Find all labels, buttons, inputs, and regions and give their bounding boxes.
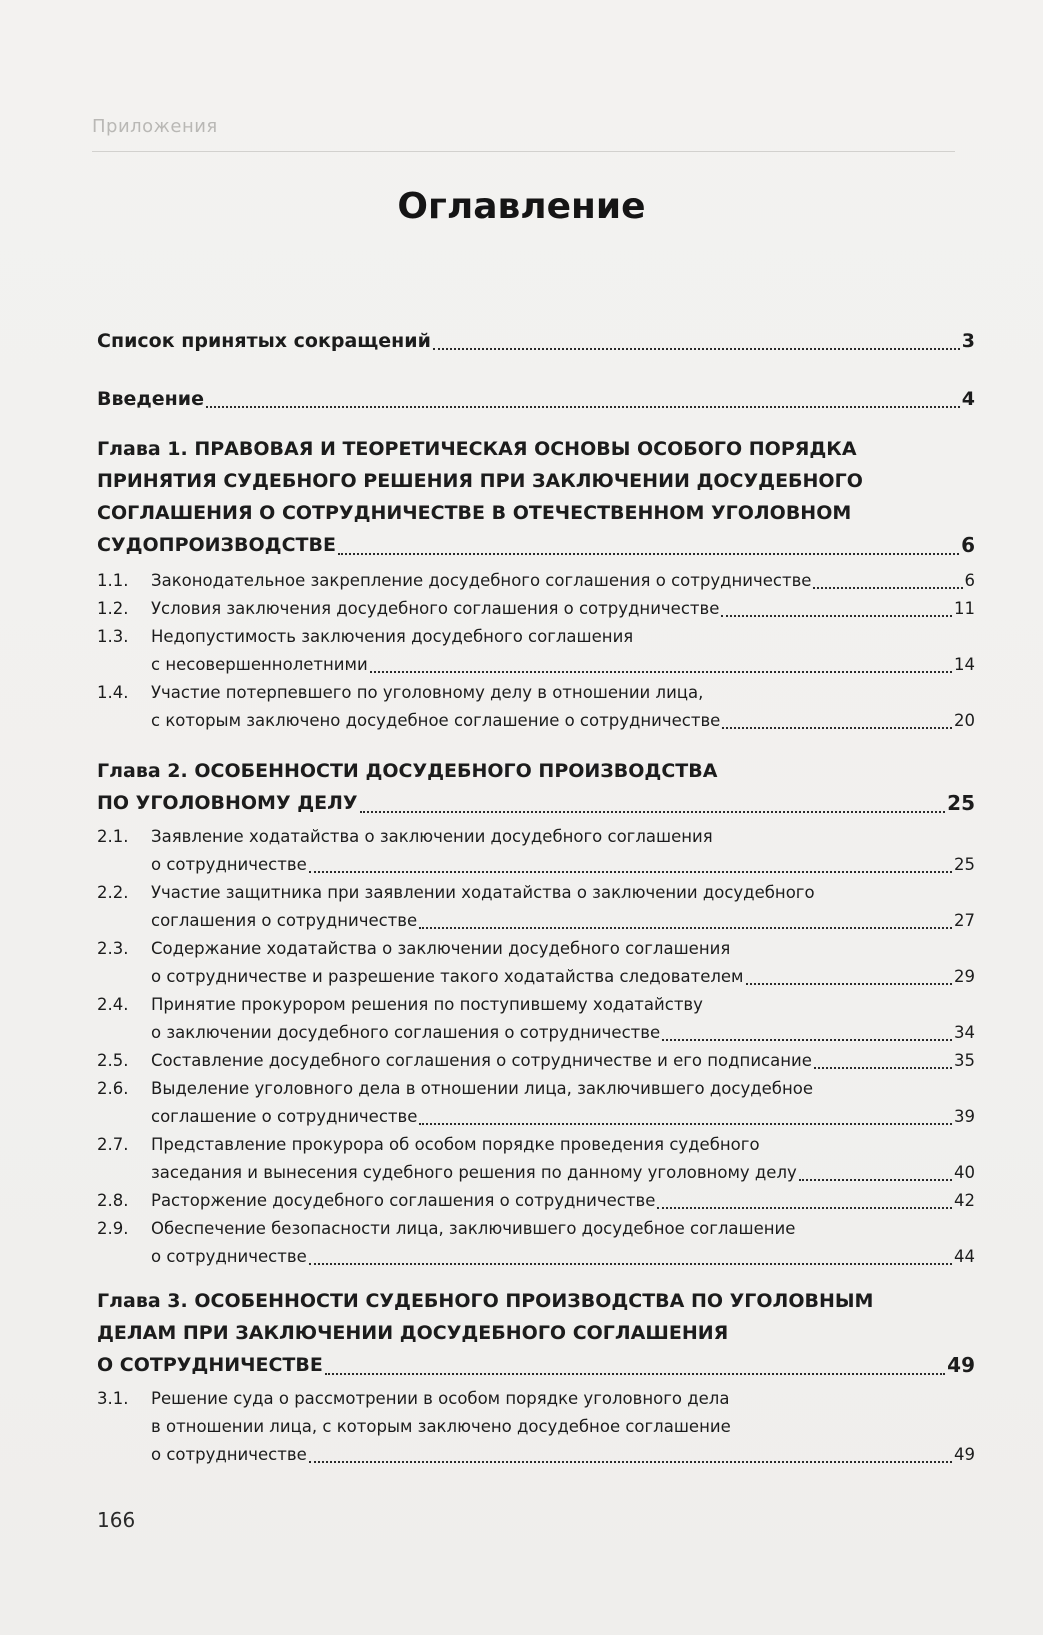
toc-section-1-4[interactable]	[97, 679, 975, 735]
section-title-line: Представление прокурора об особом порядке проведения судебного	[151, 1135, 760, 1154]
page-title: Оглавление	[397, 186, 646, 227]
chapter-heading-line: Глава 1. ПРАВОВАЯ И ТЕОРЕТИЧЕСКАЯ ОСНОВЫ ОСОБОГО ПОРЯДКА	[97, 438, 857, 460]
section-title-line: Решение суда о рассмотрении в особом порядке уголовного дела	[151, 1389, 730, 1408]
section-title-line: Обеспечение безопасности лица, заключившего досудебное соглашение	[151, 1219, 796, 1238]
dot-leader	[309, 1461, 952, 1463]
section-number: 2.5.	[97, 1051, 129, 1070]
section-number: 2.6.	[97, 1079, 129, 1098]
table-of-contents	[97, 326, 975, 1469]
section-number: 2.3.	[97, 939, 129, 958]
toc-page-number: 25	[954, 855, 975, 874]
dot-leader	[814, 1067, 952, 1069]
dot-leader	[370, 671, 952, 673]
toc-section-1-3[interactable]	[97, 623, 975, 679]
toc-page-number: 49	[947, 1353, 975, 1377]
section-title: Условия заключения досудебного соглашения о сотрудничестве	[151, 599, 720, 618]
toc-chapter-3[interactable]	[97, 1285, 975, 1381]
toc-page-number: 25	[947, 791, 975, 815]
toc-section-2-9[interactable]	[97, 1215, 975, 1271]
section-title: заседания и вынесения судебного решения по данному уголовному делу	[151, 1163, 797, 1182]
section-title-line: Участие потерпевшего по уголовному делу в отношении лица,	[151, 683, 704, 702]
section-title-line: Содержание ходатайства о заключении досудебного соглашения	[151, 939, 731, 958]
section-number: 2.2.	[97, 883, 129, 902]
dot-leader	[338, 553, 959, 555]
dot-leader	[419, 1123, 952, 1125]
dot-leader	[360, 811, 946, 813]
section-number: 3.1.	[97, 1389, 129, 1408]
dot-leader	[813, 587, 962, 589]
chapter-heading-line: ДЕЛАМ ПРИ ЗАКЛЮЧЕНИИ ДОСУДЕБНОГО СОГЛАШЕНИЯ	[97, 1322, 729, 1344]
section-number: 2.9.	[97, 1219, 129, 1238]
toc-page-number: 27	[954, 911, 975, 930]
toc-section-2-3[interactable]	[97, 935, 975, 991]
section-title: с которым заключено досудебное соглашение о сотрудничестве	[151, 711, 721, 730]
toc-section-1-2[interactable]	[97, 595, 975, 623]
section-title-line: Выделение уголовного дела в отношении лица, заключившего досудебное	[151, 1079, 813, 1098]
dot-leader	[657, 1207, 952, 1209]
chapter-heading-line: СОГЛАШЕНИЯ О СОТРУДНИЧЕСТВЕ В ОТЕЧЕСТВЕННОМ УГОЛОВНОМ	[97, 502, 852, 524]
section-title-line: Заявление ходатайства о заключении досудебного соглашения	[151, 827, 713, 846]
dot-leader	[746, 983, 953, 985]
section-number: 2.4.	[97, 995, 129, 1014]
section-number: 2.7.	[97, 1135, 129, 1154]
section-number: 2.8.	[97, 1191, 129, 1210]
chapter-2-sections	[97, 823, 975, 1271]
chapter-heading-line: ПО УГОЛОВНОМУ ДЕЛУ	[97, 792, 358, 814]
chapter-heading-line: СУДОПРОИЗВОДСТВЕ	[97, 534, 336, 556]
toc-section-2-6[interactable]	[97, 1075, 975, 1131]
section-title-line: в отношении лица, с которым заключено досудебное соглашение	[151, 1417, 731, 1436]
dot-leader	[309, 1263, 952, 1265]
dot-leader	[721, 615, 952, 617]
section-title: Законодательное закрепление досудебного соглашения о сотрудничестве	[151, 571, 812, 590]
toc-section-2-4[interactable]	[97, 991, 975, 1047]
page-number: 166	[97, 1508, 136, 1532]
dot-leader	[662, 1039, 952, 1041]
chapter-3-sections	[97, 1385, 975, 1469]
dot-leader	[325, 1373, 945, 1375]
section-title: о сотрудничестве	[151, 1247, 307, 1266]
section-number: 1.3.	[97, 627, 129, 646]
toc-section-2-2[interactable]	[97, 879, 975, 935]
section-title: соглашения о сотрудничестве	[151, 911, 418, 930]
section-title: Расторжение досудебного соглашения о сотрудничестве	[151, 1191, 656, 1210]
section-title: о сотрудничестве	[151, 1445, 307, 1464]
chapter-heading-line: Глава 2. ОСОБЕННОСТИ ДОСУДЕБНОГО ПРОИЗВОДСТВА	[97, 760, 718, 782]
toc-section-2-1[interactable]	[97, 823, 975, 879]
toc-section-2-7[interactable]	[97, 1131, 975, 1187]
section-number: 1.1.	[97, 571, 129, 590]
toc-page-number: 6	[964, 571, 975, 590]
toc-page-number: 20	[954, 711, 975, 730]
toc-chapter-2[interactable]	[97, 755, 975, 819]
toc-page-number: 14	[954, 655, 975, 674]
section-title: соглашение о сотрудничестве	[151, 1107, 418, 1126]
running-head: Приложения	[92, 116, 218, 137]
toc-page-number: 49	[954, 1445, 975, 1464]
toc-page-number: 29	[954, 967, 975, 986]
dot-leader	[419, 927, 952, 929]
section-title-line: Принятие прокурором решения по поступившему ходатайству	[151, 995, 703, 1014]
toc-entry-text: Список принятых сокращений	[97, 330, 431, 352]
dot-leader	[309, 871, 952, 873]
section-title: о сотрудничестве	[151, 855, 307, 874]
toc-page-number: 3	[961, 330, 975, 352]
chapter-1-sections	[97, 567, 975, 735]
section-title: Составление досудебного соглашения о сотрудничестве и его подписание	[151, 1051, 812, 1070]
toc-section-3-1[interactable]	[97, 1385, 975, 1469]
section-title-line: Участие защитника при заявлении ходатайства о заключении досудебного	[151, 883, 815, 902]
section-number: 1.2.	[97, 599, 129, 618]
toc-page-number: 44	[954, 1247, 975, 1266]
section-title-line: Недопустимость заключения досудебного соглашения	[151, 627, 634, 646]
chapter-heading-line: ПРИНЯТИЯ СУДЕБНОГО РЕШЕНИЯ ПРИ ЗАКЛЮЧЕНИИ ДОСУДЕБНОГО	[97, 470, 863, 492]
toc-page-number: 39	[954, 1107, 975, 1126]
toc-page-number: 11	[954, 599, 975, 618]
toc-page-number: 34	[954, 1023, 975, 1042]
section-title: о заключении досудебного соглашения о сотрудничестве	[151, 1023, 661, 1042]
dot-leader	[722, 727, 952, 729]
dot-leader	[206, 406, 960, 408]
dot-leader	[433, 348, 960, 350]
toc-entry-introduction[interactable]	[97, 384, 975, 414]
toc-entry-abbreviations[interactable]	[97, 326, 975, 356]
toc-page-number: 6	[961, 533, 975, 557]
toc-page-number: 40	[954, 1163, 975, 1182]
toc-chapter-1[interactable]	[97, 433, 975, 561]
toc-section-2-5[interactable]	[97, 1047, 975, 1075]
toc-page-number: 4	[961, 388, 975, 410]
section-title: о сотрудничестве и разрешение такого ходатайства следователем	[151, 967, 744, 986]
toc-section-1-1[interactable]	[97, 567, 975, 595]
section-number: 2.1.	[97, 827, 129, 846]
header-rule	[92, 151, 955, 152]
toc-section-2-8[interactable]	[97, 1187, 975, 1215]
toc-entry-text: Введение	[97, 388, 204, 410]
section-number: 1.4.	[97, 683, 129, 702]
chapter-heading-line: Глава 3. ОСОБЕННОСТИ СУДЕБНОГО ПРОИЗВОДСТВА ПО УГОЛОВНЫМ	[97, 1290, 874, 1312]
toc-page-number: 42	[954, 1191, 975, 1210]
section-title: с несовершеннолетними	[151, 655, 368, 674]
dot-leader	[799, 1179, 952, 1181]
chapter-heading-line: О СОТРУДНИЧЕСТВЕ	[97, 1354, 323, 1376]
toc-page-number: 35	[954, 1051, 975, 1070]
